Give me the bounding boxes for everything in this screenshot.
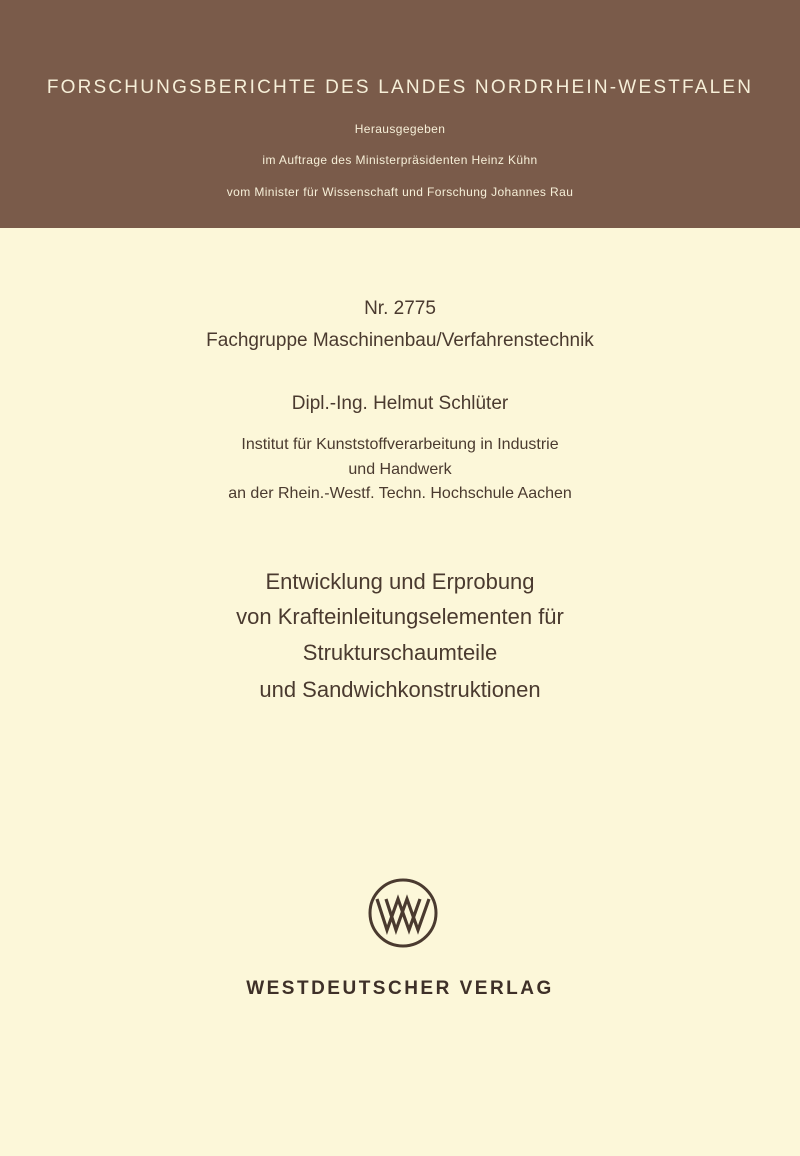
institute-line-2: und Handwerk: [348, 461, 452, 478]
report-group: Fachgruppe Maschinenbau/Verfahrenstechnik: [206, 330, 594, 351]
book-title-line-4: und Sandwichkonstruktionen: [259, 677, 541, 702]
book-title-line-1: Entwicklung und Erprobung: [265, 569, 535, 594]
series-title: FORSCHUNGSBERICHTE DES LANDES NORDRHEIN-WESTFALEN: [46, 77, 754, 98]
book-title-line-2: von Krafteinleitungselementen für: [236, 604, 564, 629]
commission-note: im Auftrage des Ministerpräsidenten Heinz Kühn: [262, 153, 538, 167]
author-name: Dipl.-Ing. Helmut Schlüter: [291, 393, 509, 414]
publisher-name: WESTDEUTSCHER VERLAG: [246, 978, 554, 999]
minister-note: vom Minister für Wissenschaft und Forschung Johannes Rau: [226, 185, 574, 199]
institute-line-1: Institut für Kunststoffverarbeitung in Industrie: [241, 436, 559, 453]
series-header: [0, 0, 800, 228]
book-title-line-3: Strukturschaumteile: [302, 640, 498, 665]
editor-note: Herausgegeben: [354, 122, 446, 136]
report-number: Nr. 2775: [364, 298, 436, 319]
ww-logo-icon: [367, 877, 439, 949]
institute-line-3: an der Rhein.-Westf. Techn. Hochschule Aachen: [228, 485, 572, 502]
